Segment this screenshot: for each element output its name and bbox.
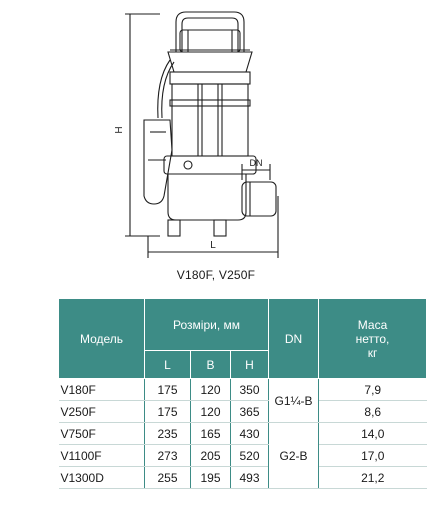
cell-mass: 8,6 — [319, 401, 427, 423]
height-label: H — [114, 126, 125, 134]
cell-h: 493 — [231, 467, 269, 489]
cell-l: 235 — [145, 423, 191, 445]
cell-h: 520 — [231, 445, 269, 467]
dn-label: DN — [249, 158, 263, 168]
table-row — [59, 401, 427, 423]
cell-model: V1100F — [59, 445, 145, 467]
cell-mass: 7,9 — [319, 379, 427, 401]
cell-model: V250F — [59, 401, 145, 423]
length-label: L — [210, 240, 216, 251]
cell-b: 165 — [191, 423, 231, 445]
table-row — [59, 379, 427, 401]
cell-dn: G1¼-B — [269, 379, 319, 423]
header-sizes: Розміри, мм — [145, 299, 269, 351]
header-dn: DN — [269, 299, 319, 379]
cell-h: 430 — [231, 423, 269, 445]
cell-b: 195 — [191, 467, 231, 489]
cell-model: V180F — [59, 379, 145, 401]
header-model: Модель — [59, 299, 145, 379]
cell-model: V750F — [59, 423, 145, 445]
header-b: B — [191, 351, 231, 379]
cell-mass: 17,0 — [319, 445, 427, 467]
cell-dn: G2-B — [269, 423, 319, 489]
drawing-caption: V180F, V250F — [176, 268, 256, 282]
header-mass-line1: Маса — [357, 317, 388, 332]
table-row — [59, 423, 427, 445]
cell-mass: 21,2 — [319, 467, 427, 489]
cell-l: 175 — [145, 379, 191, 401]
cell-l: 255 — [145, 467, 191, 489]
cell-model: V1300D — [59, 467, 145, 489]
cell-b: 205 — [191, 445, 231, 467]
header-mass — [319, 299, 427, 379]
cell-h: 350 — [231, 379, 269, 401]
header-mass-line2: нетто, — [355, 331, 390, 346]
spec-table — [58, 298, 427, 489]
cell-b: 120 — [191, 379, 231, 401]
header-mass-line3: кг — [367, 345, 378, 360]
cell-l: 175 — [145, 401, 191, 423]
header-l: L — [145, 351, 191, 379]
cell-mass: 14,0 — [319, 423, 427, 445]
cell-b: 120 — [191, 401, 231, 423]
table-row — [59, 467, 427, 489]
cell-h: 365 — [231, 401, 269, 423]
cell-l: 273 — [145, 445, 191, 467]
header-h: H — [231, 351, 269, 379]
table-row — [59, 445, 427, 467]
